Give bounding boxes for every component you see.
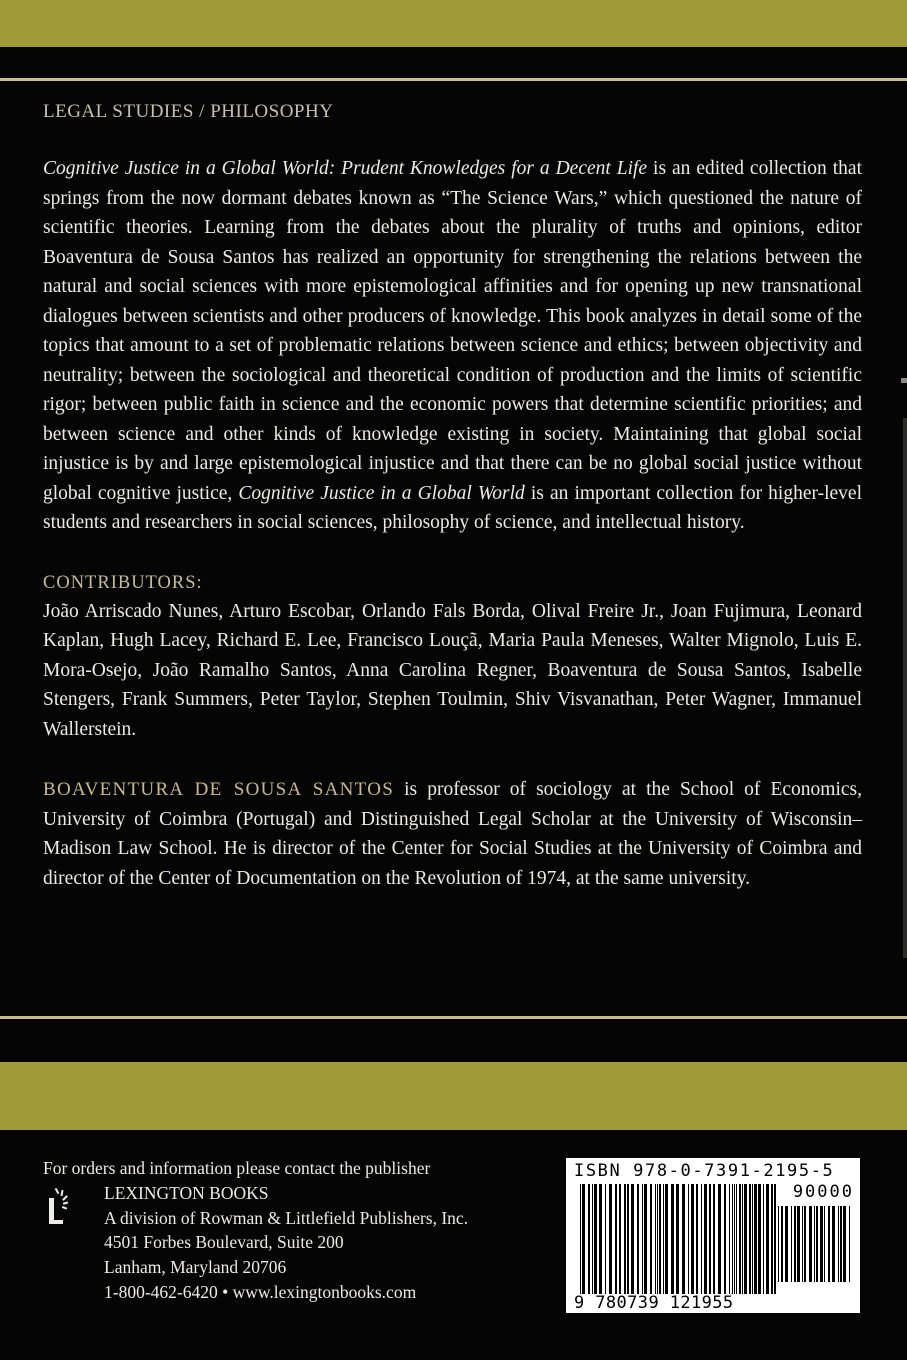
isbn-barcode	[566, 1158, 860, 1313]
barcode-bar	[732, 1184, 733, 1294]
barcode-bar	[804, 1206, 806, 1282]
barcode-bar	[754, 1184, 757, 1294]
barcode-bar	[771, 1184, 773, 1294]
bottom-rule	[0, 1016, 907, 1019]
contributors-list: João Arriscado Nunes, Arturo Escobar, Orlando Fals Borda, Olival Freire Jr., Joan Fujimura, Leonard Kaplan, Hugh Lacey, Richard E. Lee, Francisco Louçã, Maria Paula Meneses, Walter Mignolo, Luis E. Mora-Osejo, João Ramalho Santos, Anna Carolina Regner, Boaventura de Sousa Santos, Isabelle Stengers, Frank Summers, Peter Taylor, Stephen Toulmin, Shiv Visvanathan, Peter Wagner, Immanuel Wallerstein.	[43, 600, 862, 740]
barcode-bar	[832, 1206, 835, 1282]
barcode-bar	[594, 1184, 597, 1294]
category-label: LEGAL STUDIES / PHILOSOPHY	[43, 101, 334, 122]
barcode-bar	[763, 1184, 764, 1294]
barcode-bar	[794, 1206, 796, 1282]
barcode-bar	[676, 1184, 679, 1294]
barcode-bar	[778, 1206, 779, 1282]
barcode-bar	[657, 1184, 658, 1294]
barcode-bar	[691, 1184, 694, 1294]
barcode-bar	[739, 1184, 741, 1294]
barcode-bar	[637, 1184, 639, 1294]
barcode-bar	[718, 1184, 721, 1294]
top-rule	[0, 78, 907, 81]
barcode-bar	[701, 1184, 702, 1294]
edge-shadow	[903, 418, 907, 958]
barcode-bar	[729, 1184, 730, 1294]
ean-digits: 9 780739 121955	[574, 1293, 734, 1313]
publisher-address-1: 4501 Forbes Boulevard, Suite 200	[104, 1232, 344, 1253]
contributors-heading: CONTRIBUTORS:	[43, 572, 203, 593]
barcode-bar	[588, 1184, 590, 1294]
barcode-bar	[736, 1184, 737, 1294]
barcode-bar	[650, 1184, 652, 1294]
barcode-bar	[659, 1184, 661, 1294]
barcode-bar	[749, 1184, 751, 1294]
publisher-info	[43, 1156, 563, 1305]
book-title: Cognitive Justice in a Global World: Prudent Knowledges for a Decent Life	[43, 158, 648, 179]
publisher-division: A division of Rowman & Littlefield Publishers, Inc.	[104, 1207, 469, 1228]
barcode-bar	[615, 1184, 617, 1294]
barcode-bar	[758, 1184, 761, 1294]
description-part-2: is an important collection for higher-level students and researchers in social sciences, philosophy of science, and intellectual history.	[43, 482, 862, 533]
barcode-bar	[665, 1184, 668, 1294]
barcode-bar	[820, 1206, 823, 1282]
book-title-short: Cognitive Justice in a Global World	[238, 482, 525, 504]
author-bio	[43, 775, 862, 893]
barcode-bar	[781, 1206, 783, 1282]
publisher-name: LEXINGTON BOOKS	[104, 1182, 269, 1203]
back-cover-content	[43, 97, 862, 893]
barcode-bar	[734, 1184, 735, 1294]
barcode-bar	[742, 1184, 743, 1294]
contact-line: For orders and information please contact the publisher	[43, 1158, 431, 1178]
barcode-bar	[816, 1206, 818, 1282]
barcode-bar	[840, 1206, 842, 1282]
barcode-bar	[582, 1184, 585, 1294]
barcode-bar	[766, 1184, 769, 1294]
barcode-bar	[688, 1184, 689, 1294]
barcode-bar	[696, 1184, 698, 1294]
barcode-bar	[797, 1206, 800, 1282]
barcode-bar	[752, 1184, 753, 1294]
barcode-bar	[785, 1206, 788, 1282]
publisher-address-2: Lanham, Maryland 20706	[104, 1257, 287, 1278]
lexington-logo-icon	[43, 1186, 69, 1230]
barcode-bar	[814, 1206, 815, 1282]
barcode-bar	[682, 1184, 685, 1294]
author-bio-text: is professor of sociology at the School of Economics, University of Coimbra (Portugal) and Distinguished Legal Scholar at the University of Wisconsin–Madison Law School. He is director of the Center for Social Studies at the University of Coimbra and director of the Center of Documentation on the Revolution of 1974, at the same university.	[43, 779, 862, 889]
edge-mark	[901, 378, 907, 383]
barcode-bar	[624, 1184, 626, 1294]
addon-bars	[778, 1206, 852, 1282]
barcode-bar	[744, 1184, 747, 1294]
barcode-bar	[791, 1206, 792, 1282]
barcode-bar	[824, 1206, 825, 1282]
barcode-bar	[671, 1184, 674, 1294]
barcode-bar	[580, 1184, 581, 1294]
barcode-bar	[644, 1184, 647, 1294]
barcode-bar	[642, 1184, 643, 1294]
barcode-bar	[663, 1184, 664, 1294]
bottom-color-band	[0, 1062, 907, 1130]
book-description	[43, 154, 862, 538]
barcode-bar	[724, 1184, 726, 1294]
barcode-bar	[592, 1184, 593, 1294]
barcode-bar	[655, 1184, 656, 1294]
barcode-bar	[599, 1184, 602, 1294]
barcode-bar	[713, 1184, 715, 1294]
barcode-bar	[774, 1184, 776, 1294]
barcode-bar	[619, 1184, 621, 1294]
barcode-bar	[802, 1206, 803, 1282]
barcode-bar	[849, 1206, 850, 1282]
top-color-band	[0, 0, 907, 47]
price-code: 90000	[792, 1182, 854, 1202]
barcode-bar	[838, 1206, 839, 1282]
barcode-bar	[631, 1184, 634, 1294]
barcode-bar	[605, 1184, 606, 1294]
barcode-bar	[843, 1206, 846, 1282]
author-name: BOAVENTURA DE SOUSA SANTOS	[43, 779, 395, 800]
ean-bars	[580, 1184, 780, 1294]
barcode-bar	[828, 1206, 830, 1282]
publisher-contact: 1-800-462-6420 • www.lexingtonbooks.com	[104, 1281, 417, 1302]
barcode-bar	[627, 1184, 629, 1294]
description-part-1: is an edited collection that springs from the now dormant debates known as “The Science Wars,” which questioned the nature of scientific theories. Learning from the debates about the plurality of truths and opinions, editor Boaventura de Sousa Santos has realized an opportunity for strengthening the relations between the natural and social sciences with more epistemological affinities and for opening up new transnational dialogues between scientists and other producers of knowledge. This book analyzes in detail some of the topics that amount to a set of problematic relations between science and ethics; between objectivity and neutrality; between the sociological and theoretical condition of production and the limits of scientific rigor; between public faith in science and the economic powers that determine scientific priorities; and between science and other kinds of knowledge existing in society. Maintaining that global social injustice is by and large epistemological injustice and that there can be no global social justice without global cognitive justice,	[43, 158, 862, 504]
isbn-number: ISBN 978-0-7391-2195-5	[574, 1161, 835, 1181]
barcode-bar	[704, 1184, 707, 1294]
barcode-bar	[709, 1184, 711, 1294]
barcode-bar	[609, 1184, 612, 1294]
barcode-bar	[809, 1206, 812, 1282]
